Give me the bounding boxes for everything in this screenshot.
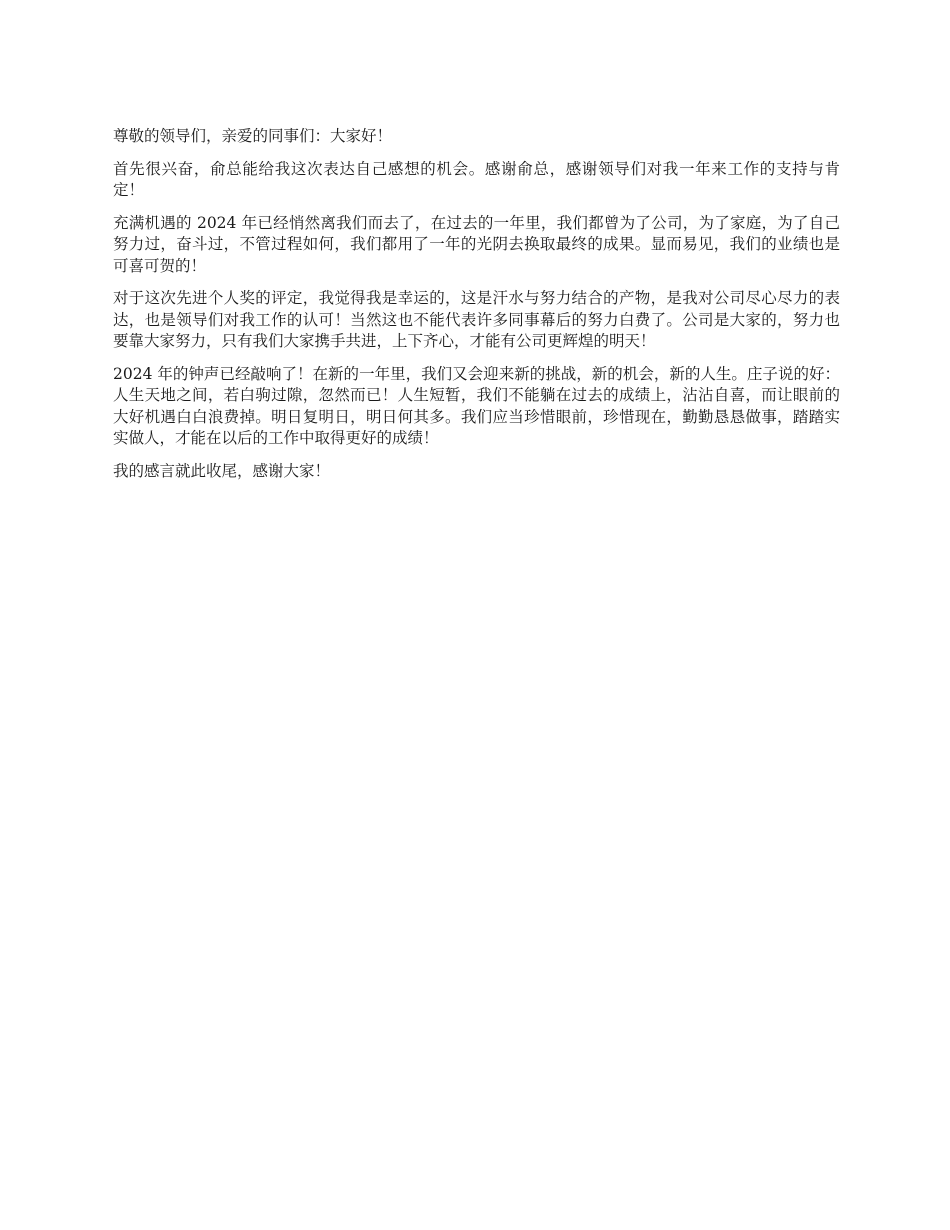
greeting-paragraph: 尊敬的领导们，亲爱的同事们：大家好！ bbox=[113, 127, 393, 145]
thanks-paragraph: 首先很兴奋，俞总能给我这次表达自己感想的机会。感谢俞总，感谢领导们对我一年来工作的支持与肯定！ bbox=[113, 159, 840, 199]
document-body bbox=[113, 126, 840, 493]
new-year-paragraph: 2024 年的钟声已经敲响了！在新的一年里，我们又会迎来新的挑战，新的机会，新的人生。庄子说的好：人生天地之间，若白驹过隙，忽然而已！人生短暂，我们不能躺在过去的成绩上，沾沾自喜，而让眼前的大好机遇白白浪费掉。明日复明日，明日何其多。我们应当珍惜眼前，珍惜现在，勤勤恳恳做事，踏踏实实做人，才能在以后的工作中取得更好的成绩！ bbox=[113, 364, 840, 447]
review-paragraph: 充满机遇的 2024 年已经悄然离我们而去了，在过去的一年里，我们都曾为了公司，为了家庭，为了自己努力过，奋斗过，不管过程如何，我们都用了一年的光阴去换取最终的成果。显而易见，我们的业绩也是可喜可贺的！ bbox=[113, 213, 840, 275]
closing-paragraph: 我的感言就此收尾，感谢大家！ bbox=[113, 461, 331, 480]
award-paragraph: 对于这次先进个人奖的评定，我觉得我是幸运的，这是汗水与努力结合的产物，是我对公司尽心尽力的表达，也是领导们对我工作的认可！当然这也不能代表许多同事幕后的努力白费了。公司是大家的，努力也要靠大家努力，只有我们大家携手共进，上下齐心，才能有公司更辉煌的明天！ bbox=[113, 289, 840, 350]
